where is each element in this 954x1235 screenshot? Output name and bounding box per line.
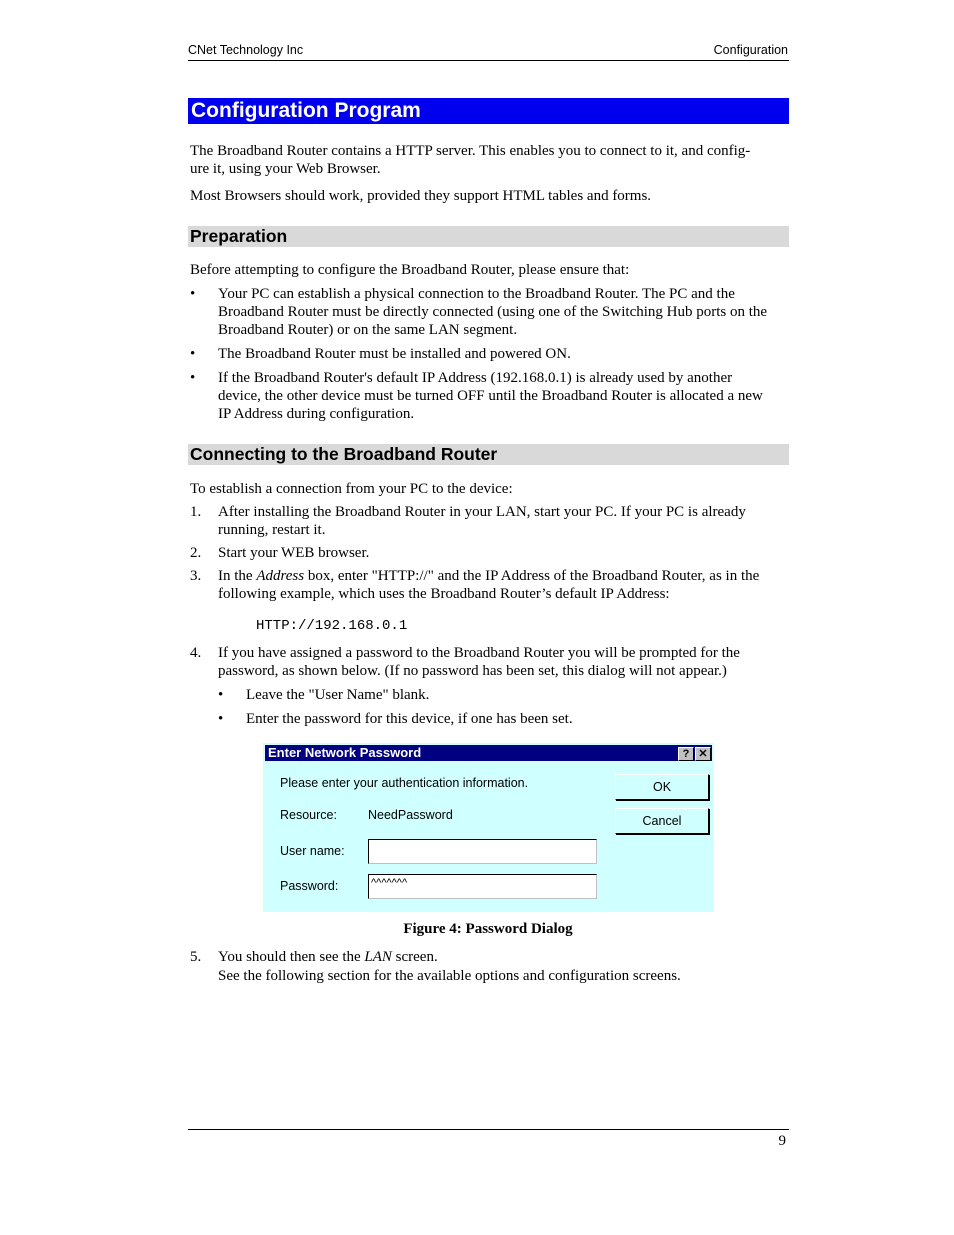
bullet-marker: • bbox=[190, 286, 196, 302]
cancel-button[interactable]: Cancel bbox=[615, 808, 709, 834]
header-company: CNet Technology Inc bbox=[188, 43, 304, 57]
example-url: HTTP://192.168.0.1 bbox=[256, 618, 408, 634]
intro-line-1: The Broadband Router contains a HTTP server. This enables you to connect to it, and config- bbox=[190, 143, 751, 159]
bullet-marker: • bbox=[190, 346, 196, 362]
ok-button[interactable]: OK bbox=[615, 774, 709, 800]
password-label: Password: bbox=[280, 879, 339, 893]
header-section: Configuration bbox=[713, 43, 788, 57]
resource-value: NeedPassword bbox=[368, 808, 453, 822]
step-3-line-2: following example, which uses the Broadband Router’s default IP Address: bbox=[218, 586, 670, 602]
password-mask: ^^^^^^^ bbox=[371, 877, 408, 889]
step-5-em: LAN bbox=[364, 949, 392, 965]
bullet-marker: • bbox=[190, 370, 196, 386]
step-5-post: screen. bbox=[391, 949, 438, 965]
connecting-heading-bar bbox=[188, 444, 789, 465]
bullet-3-line-3: IP Address during configuration. bbox=[218, 406, 415, 422]
figure-caption: Figure 4: Password Dialog bbox=[403, 921, 573, 937]
header-rule bbox=[188, 60, 789, 61]
preparation-lead: Before attempting to configure the Broadband Router, please ensure that: bbox=[190, 262, 630, 278]
connecting-lead: To establish a connection from your PC to the device: bbox=[190, 481, 513, 497]
step-2-number: 2. bbox=[190, 545, 202, 561]
dialog-prompt: Please enter your authentication information. bbox=[280, 776, 529, 790]
username-field[interactable] bbox=[368, 839, 597, 864]
step-3-number: 3. bbox=[190, 568, 202, 584]
intro-line-2: ure it, using your Web Browser. bbox=[190, 161, 381, 177]
step-1-line-2: running, restart it. bbox=[218, 522, 326, 538]
username-label: User name: bbox=[280, 844, 345, 858]
step-1-line-1: After installing the Broadband Router in your LAN, start your PC. If your PC is already bbox=[218, 504, 746, 520]
bullet-1-line-1: Your PC can establish a physical connection to the Broadband Router. The PC and the bbox=[218, 286, 735, 302]
sub-bullet-marker: • bbox=[218, 687, 224, 703]
section-title-bar bbox=[188, 98, 789, 124]
password-field[interactable] bbox=[368, 874, 597, 899]
step-4-line-2: password, as shown below. (If no password has been set, this dialog will not appear.) bbox=[218, 663, 727, 679]
step-3-line-1 bbox=[218, 567, 790, 585]
sub-bullet-2: Enter the password for this device, if one has been set. bbox=[246, 711, 573, 727]
bullet-1-line-2: Broadband Router must be directly connected (using one of the Switching Hub ports on the bbox=[218, 304, 768, 320]
step-5-line-2: See the following section for the available options and configuration screens. bbox=[218, 968, 681, 984]
sub-bullet-marker: • bbox=[218, 711, 224, 727]
bullet-1-line-3: Broadband Router) or on the same LAN segment. bbox=[218, 322, 518, 338]
step-3-em: Address bbox=[256, 568, 305, 584]
step-5-line-1 bbox=[218, 948, 790, 966]
bullet-2-line-1: The Broadband Router must be installed and powered ON. bbox=[218, 346, 571, 362]
connecting-heading: Connecting to the Broadband Router bbox=[190, 444, 498, 464]
step-4-number: 4. bbox=[190, 645, 202, 661]
resource-label: Resource: bbox=[280, 808, 337, 822]
footer-rule bbox=[188, 1129, 789, 1130]
help-icon[interactable]: ? bbox=[678, 747, 694, 761]
dialog-title-bar bbox=[265, 745, 712, 761]
step-5-number: 5. bbox=[190, 949, 202, 965]
step-2-text: Start your WEB browser. bbox=[218, 545, 370, 561]
step-3-pre: In the bbox=[218, 568, 257, 584]
intro-line-3: Most Browsers should work, provided they support HTML tables and forms. bbox=[190, 188, 652, 204]
preparation-heading: Preparation bbox=[190, 226, 288, 246]
section-title: Configuration Program bbox=[191, 99, 421, 122]
sub-bullet-1: Leave the "User Name" blank. bbox=[246, 687, 430, 703]
bullet-3-line-2: device, the other device must be turned OFF until the Broadband Router is allocated a new bbox=[218, 388, 763, 404]
step-4-line-1: If you have assigned a password to the Broadband Router you will be prompted for the bbox=[218, 645, 740, 661]
password-dialog bbox=[263, 743, 714, 912]
step-1-number: 1. bbox=[190, 504, 202, 520]
step-5-pre: You should then see the bbox=[218, 949, 365, 965]
dialog-title: Enter Network Password bbox=[268, 745, 422, 760]
close-icon[interactable]: ✕ bbox=[695, 747, 711, 761]
bullet-3-line-1: If the Broadband Router's default IP Address (192.168.0.1) is already used by another bbox=[218, 370, 733, 386]
step-3-post: box, enter "HTTP://" and the IP Address of the Broadband Router, as in the bbox=[304, 568, 760, 584]
preparation-heading-bar bbox=[188, 226, 789, 247]
page-number: 9 bbox=[778, 1133, 786, 1149]
